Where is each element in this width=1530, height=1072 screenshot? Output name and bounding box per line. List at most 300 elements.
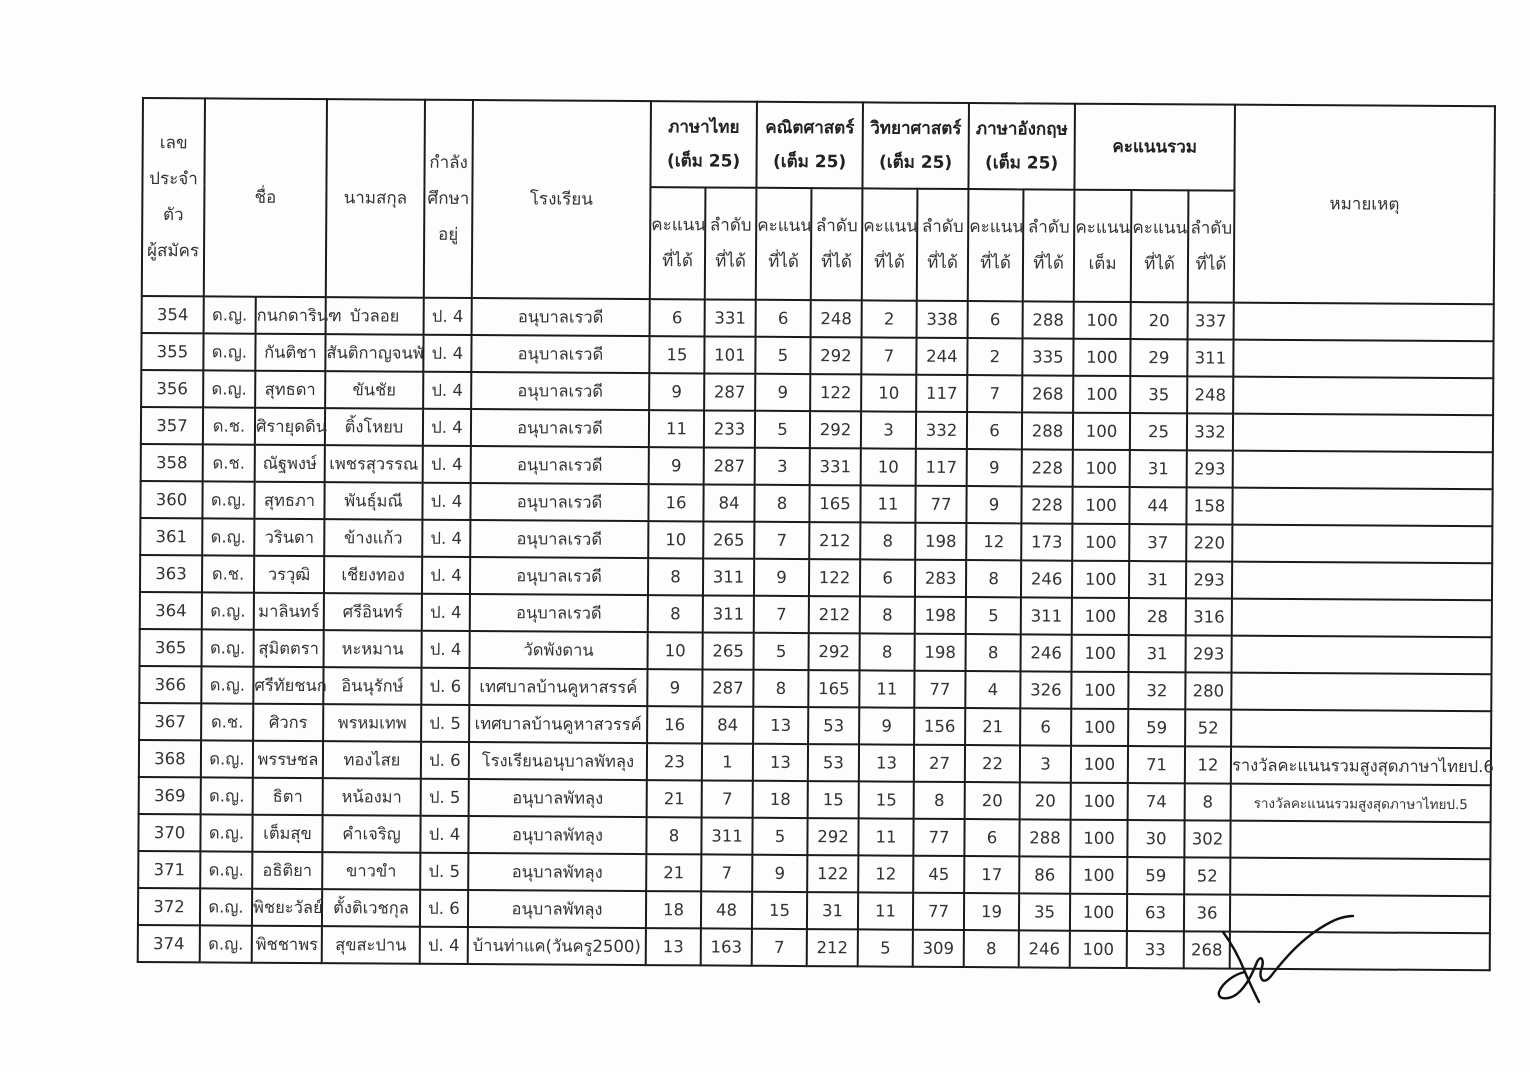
surname: ข้างแก้ว (324, 519, 422, 557)
science-rank: 309 (913, 930, 964, 967)
thai-rank: 311 (703, 595, 754, 632)
surname: บัวลอย (326, 297, 424, 335)
thai-rank: 84 (702, 706, 753, 743)
header-text: กำลัง (429, 152, 468, 173)
math-score: 8 (753, 670, 808, 707)
science-rank: 77 (914, 671, 965, 708)
first-name: พรรษชล (253, 741, 323, 778)
total-score: 44 (1129, 487, 1186, 524)
science-score: 11 (859, 670, 914, 707)
total-rank: 311 (1187, 339, 1233, 376)
thai-rank: 265 (703, 521, 754, 558)
science-rank: 283 (915, 560, 966, 597)
header-text: ผู้สมัคร (146, 241, 200, 262)
name-prefix: ด.ญ. (202, 592, 254, 629)
total-score: 37 (1129, 524, 1186, 561)
first-name: พิชชาพร (252, 926, 322, 963)
header-text: ประจำ (149, 169, 198, 190)
subject-name: ภาษาอังกฤษ (975, 119, 1068, 140)
thai-rank: 1 (702, 743, 753, 780)
science-score: 5 (858, 929, 913, 966)
name-prefix: ด.ช. (201, 703, 253, 740)
surname: ขาวขำ (322, 852, 420, 890)
first-name: ศิวกร (253, 704, 323, 741)
english-rank: 268 (1022, 375, 1073, 412)
english-score: 9 (966, 486, 1021, 523)
grade-level: ป. 4 (423, 372, 471, 409)
thai-score: 16 (648, 484, 703, 521)
grade-level: ป. 6 (421, 742, 469, 779)
grade-level: ป. 4 (422, 631, 470, 668)
subheader-thai-rank (705, 187, 757, 299)
thai-score: 13 (646, 928, 701, 965)
total-rank: 280 (1185, 672, 1231, 709)
subheader-text: ลำดับ (1190, 218, 1233, 239)
science-score: 11 (858, 818, 913, 855)
total-rank: 268 (1184, 931, 1230, 968)
surname: สันติกาญจนพั (325, 334, 423, 372)
thai-score: 8 (646, 817, 701, 854)
subheader-math-rank (811, 188, 863, 300)
name-prefix: ด.ญ. (202, 629, 254, 666)
school-name: เทศบาลบ้านคูหาสรรค์ (469, 668, 647, 706)
total-rank: 316 (1186, 598, 1232, 635)
first-name: วรินดา (254, 519, 324, 556)
grade-level: ป. 5 (420, 853, 468, 890)
subject-max: (เต็ม 25) (878, 152, 953, 173)
name-prefix: ด.ช. (202, 555, 254, 592)
total-score: 59 (1128, 709, 1185, 746)
remark (1233, 340, 1493, 379)
header-name: ชื่อ (204, 98, 327, 297)
first-name: อธิติยา (252, 852, 322, 889)
name-prefix: ด.ญ. (201, 740, 253, 777)
english-rank: 288 (1023, 301, 1074, 338)
remark (1232, 562, 1492, 601)
thai-rank: 233 (704, 410, 755, 447)
thai-rank: 163 (701, 928, 752, 965)
math-rank: 292 (809, 633, 860, 670)
math-rank: 212 (807, 929, 858, 966)
math-rank: 122 (807, 855, 858, 892)
header-total-score: คะแนนรวม (1074, 104, 1235, 191)
remark (1234, 303, 1494, 342)
math-rank: 248 (811, 300, 862, 337)
first-name: ศรีทัยชนก (253, 667, 323, 704)
subheader-text: ที่ได้ (821, 252, 852, 273)
applicant-id: 354 (142, 296, 204, 333)
total-rank: 248 (1187, 376, 1233, 413)
math-rank: 15 (808, 781, 859, 818)
science-rank: 244 (916, 338, 967, 375)
thai-score: 23 (647, 743, 702, 780)
first-name: ศิรายุดดิน (255, 408, 325, 445)
total-rank: 332 (1187, 413, 1233, 450)
applicant-id: 364 (140, 592, 202, 629)
english-rank: 288 (1019, 819, 1070, 856)
total-full-score: 100 (1072, 635, 1129, 672)
thai-rank: 265 (703, 632, 754, 669)
score-sheet (137, 97, 1496, 971)
applicant-id: 358 (141, 444, 203, 481)
thai-score: 16 (647, 706, 702, 743)
first-name: พิชยะวัลย์ (252, 889, 322, 926)
name-prefix: ด.ญ. (201, 777, 253, 814)
grade-level: ป. 4 (422, 483, 470, 520)
math-score: 3 (755, 448, 810, 485)
math-score: 8 (754, 485, 809, 522)
math-rank: 165 (808, 670, 859, 707)
header-surname: นามสกุล (326, 99, 425, 298)
thai-score: 18 (646, 891, 701, 928)
subheader-total-rank (1188, 190, 1235, 302)
applicant-id: 360 (140, 481, 202, 518)
total-score: 28 (1129, 598, 1186, 635)
first-name: สุมิตตรา (254, 630, 324, 667)
science-score: 11 (858, 892, 913, 929)
applicant-id: 355 (141, 333, 203, 370)
total-full-score: 100 (1070, 857, 1127, 894)
name-prefix: ด.ญ. (200, 851, 252, 888)
total-full-score: 100 (1073, 339, 1130, 376)
applicant-id: 374 (138, 925, 200, 962)
thai-score: 10 (648, 521, 703, 558)
math-score: 18 (753, 781, 808, 818)
grade-level: ป. 4 (420, 816, 468, 853)
name-prefix: ด.ช. (203, 444, 255, 481)
thai-score: 8 (648, 558, 703, 595)
english-score: 8 (966, 634, 1021, 671)
total-score: 59 (1127, 857, 1184, 894)
grade-level: ป. 4 (424, 298, 472, 335)
total-rank: 52 (1185, 709, 1231, 746)
header-subject-thai (650, 101, 757, 188)
total-rank: 293 (1187, 450, 1233, 487)
subheader-text: คะแนน (757, 215, 813, 237)
surname: พันธุ์มณี (324, 482, 422, 520)
school-name: อนุบาลเรวดี (470, 520, 648, 558)
total-score: 35 (1130, 376, 1187, 413)
header-text: อยู่ (438, 224, 459, 245)
school-name: บ้านท่าแค(วันครู2500) (468, 927, 646, 965)
english-score: 7 (967, 375, 1022, 412)
subheader-text: คะแนน (969, 217, 1025, 238)
total-rank: 12 (1185, 746, 1231, 783)
science-score: 11 (860, 485, 915, 522)
subheader-text: ที่ได้ (768, 251, 799, 273)
first-name: สุทธดา (255, 371, 325, 408)
science-score: 15 (859, 781, 914, 818)
thai-rank: 331 (705, 299, 756, 336)
math-score: 5 (754, 633, 809, 670)
english-rank: 335 (1022, 338, 1073, 375)
english-score: 8 (964, 930, 1019, 967)
total-score: 31 (1129, 561, 1186, 598)
science-rank: 198 (915, 523, 966, 560)
total-score: 31 (1130, 450, 1187, 487)
surname: ตั้งติเวชกุล (322, 889, 420, 927)
subheader-science-score (862, 188, 918, 300)
english-rank: 228 (1022, 449, 1073, 486)
math-rank: 122 (809, 559, 860, 596)
science-score: 3 (861, 411, 916, 448)
math-rank: 212 (809, 596, 860, 633)
subject-name: ภาษาไทย (668, 117, 740, 138)
surname: อินนุรักษ์ (323, 667, 421, 705)
science-score: 10 (861, 374, 916, 411)
total-rank: 293 (1186, 635, 1232, 672)
total-rank: 220 (1186, 524, 1232, 561)
math-score: 9 (752, 855, 807, 892)
science-rank: 77 (913, 893, 964, 930)
surname: หน้องมา (323, 778, 421, 816)
subheader-text: เต็ม (1088, 253, 1117, 274)
science-rank: 156 (914, 708, 965, 745)
school-name: อนุบาลพัทลุง (468, 816, 646, 854)
remark (1232, 636, 1492, 675)
english-score: 20 (965, 782, 1020, 819)
grade-level: ป. 4 (423, 446, 471, 483)
total-score: 25 (1130, 413, 1187, 450)
thai-score: 9 (649, 447, 704, 484)
name-prefix: ด.ช. (203, 407, 255, 444)
science-rank: 338 (917, 301, 968, 338)
math-score: 15 (752, 892, 807, 929)
name-prefix: ด.ญ. (203, 333, 255, 370)
total-rank: 158 (1186, 487, 1232, 524)
applicant-id: 365 (140, 629, 202, 666)
math-rank: 292 (810, 411, 861, 448)
english-rank: 173 (1021, 523, 1072, 560)
name-prefix: ด.ญ. (200, 814, 252, 851)
school-name: อนุบาลพัทลุง (469, 779, 647, 817)
subheader-text: คะแนน (651, 215, 706, 236)
total-full-score: 100 (1072, 524, 1129, 561)
remark: รางวัลคะแนนรวมสูงสุดภาษาไทยป.6 (1231, 747, 1491, 786)
first-name: ณัฐพงษ์ (255, 445, 325, 482)
total-full-score: 100 (1070, 820, 1127, 857)
remark (1232, 525, 1492, 564)
total-score: 63 (1127, 894, 1184, 931)
subheader-total-full (1074, 190, 1132, 302)
school-name: อนุบาลพัทลุง (468, 853, 646, 891)
score-table (137, 97, 1496, 971)
subheader-science-rank (917, 189, 969, 301)
math-score: 13 (753, 744, 808, 781)
table-header (142, 98, 1495, 304)
applicant-id: 363 (140, 555, 202, 592)
english-rank: 326 (1020, 671, 1071, 708)
school-name: อนุบาลพัทลุง (468, 890, 646, 928)
thai-score: 11 (649, 410, 704, 447)
total-full-score: 100 (1071, 783, 1128, 820)
science-rank: 198 (915, 597, 966, 634)
science-rank: 77 (915, 486, 966, 523)
math-score: 7 (752, 929, 807, 966)
surname: พรหมเทพ (323, 704, 421, 742)
applicant-id: 361 (140, 518, 202, 555)
header-text: ตัว (162, 205, 184, 226)
total-score: 74 (1128, 783, 1185, 820)
science-score: 8 (860, 633, 915, 670)
science-rank: 77 (913, 819, 964, 856)
science-rank: 8 (914, 782, 965, 819)
english-rank: 3 (1020, 745, 1071, 782)
remark (1233, 451, 1493, 490)
remark (1231, 710, 1491, 749)
grade-level: ป. 6 (420, 890, 468, 927)
english-score: 17 (964, 856, 1019, 893)
english-rank: 246 (1019, 930, 1070, 967)
english-score: 5 (966, 597, 1021, 634)
subheader-text: ที่ได้ (874, 252, 905, 273)
applicant-id: 356 (141, 370, 203, 407)
header-school: โรงเรียน (472, 100, 651, 299)
header-text: ศึกษา (427, 188, 470, 210)
subheader-text: ลำดับ (921, 216, 964, 238)
first-name: กนกดารินฑ (256, 297, 326, 334)
total-rank: 293 (1186, 561, 1232, 598)
name-prefix: ด.ญ. (200, 888, 252, 925)
header-grade (424, 100, 473, 298)
english-rank: 6 (1020, 708, 1071, 745)
school-name: วัดพังดาน (470, 631, 648, 669)
english-rank: 228 (1021, 486, 1072, 523)
subheader-english-rank (1023, 189, 1075, 301)
thai-rank: 311 (701, 817, 752, 854)
grade-level: ป. 4 (422, 520, 470, 557)
grade-level: ป. 4 (423, 409, 471, 446)
remark (1230, 858, 1490, 897)
grade-level: ป. 4 (423, 335, 471, 372)
english-score: 6 (967, 412, 1022, 449)
total-full-score: 100 (1071, 746, 1128, 783)
total-score: 32 (1128, 672, 1185, 709)
first-name: เต็มสุข (252, 815, 322, 852)
science-score: 8 (860, 596, 915, 633)
thai-score: 21 (647, 780, 702, 817)
math-rank: 122 (810, 374, 861, 411)
first-name: ธิตา (253, 778, 323, 815)
total-score: 31 (1129, 635, 1186, 672)
english-score: 22 (965, 745, 1020, 782)
math-rank: 331 (810, 448, 861, 485)
name-prefix: ด.ญ. (202, 481, 254, 518)
grade-level: ป. 6 (421, 668, 469, 705)
total-full-score: 100 (1070, 894, 1127, 931)
school-name: เทศบาลบ้านคูหาสวรรค์ (469, 705, 647, 743)
math-rank: 165 (809, 485, 860, 522)
header-remark: หมายเหตุ (1234, 105, 1495, 305)
total-full-score: 100 (1073, 413, 1130, 450)
total-score: 33 (1127, 931, 1184, 968)
grade-level: ป. 4 (422, 594, 470, 631)
remark (1232, 488, 1492, 527)
thai-score: 8 (648, 595, 703, 632)
surname: หะหมาน (324, 630, 422, 668)
surname: ทองไสย (323, 741, 421, 779)
math-rank: 53 (808, 707, 859, 744)
first-name: วรวุฒิ (254, 556, 324, 593)
science-score: 6 (860, 559, 915, 596)
name-prefix: ด.ญ. (203, 370, 255, 407)
applicant-id: 369 (139, 777, 201, 814)
subheader-text: ลำดับ (709, 215, 752, 236)
science-score: 9 (859, 707, 914, 744)
first-name: มาลินทร์ (254, 593, 324, 630)
total-full-score: 100 (1074, 302, 1131, 339)
science-rank: 332 (916, 412, 967, 449)
thai-rank: 84 (703, 484, 754, 521)
english-score: 12 (966, 523, 1021, 560)
english-score: 19 (964, 893, 1019, 930)
science-rank: 117 (916, 449, 967, 486)
subheader-text: ที่ได้ (1195, 254, 1227, 275)
total-score: 30 (1127, 820, 1184, 857)
math-rank: 31 (807, 892, 858, 929)
thai-rank: 48 (701, 891, 752, 928)
subheader-text: คะแนน (863, 216, 919, 237)
english-rank: 311 (1021, 597, 1072, 634)
math-score: 13 (753, 707, 808, 744)
school-name: โรงเรียนอนุบาลพัทลุง (469, 742, 647, 780)
school-name: อนุบาลเรวดี (470, 483, 648, 521)
remark (1232, 599, 1492, 638)
thai-score: 15 (649, 336, 704, 373)
applicant-id: 371 (138, 851, 200, 888)
total-full-score: 100 (1072, 598, 1129, 635)
remark (1231, 673, 1491, 712)
english-score: 2 (967, 338, 1022, 375)
math-rank: 292 (810, 337, 861, 374)
thai-rank: 7 (701, 854, 752, 891)
total-full-score: 100 (1070, 931, 1127, 968)
school-name: อนุบาลเรวดี (471, 446, 649, 484)
english-score: 21 (965, 708, 1020, 745)
subject-max: (เต็ม 25) (984, 153, 1059, 174)
thai-rank: 7 (702, 780, 753, 817)
english-rank: 86 (1019, 856, 1070, 893)
applicant-id: 367 (139, 703, 201, 740)
header-text: เลข (159, 133, 188, 154)
subheader-text: ที่ได้ (1144, 254, 1175, 275)
english-rank: 20 (1020, 782, 1071, 819)
subheader-total-score (1131, 190, 1189, 302)
math-score: 6 (756, 300, 811, 337)
subheader-text: คะแนน (1132, 218, 1188, 239)
surname: เชียงทอง (324, 556, 422, 594)
subheader-text: คะแนน (1075, 217, 1131, 239)
math-score: 7 (754, 522, 809, 559)
math-score: 9 (754, 559, 809, 596)
english-score: 8 (966, 560, 1021, 597)
header-subject-english (968, 103, 1075, 190)
total-full-score: 100 (1071, 672, 1128, 709)
header-applicant-id (142, 98, 205, 296)
grade-level: ป. 4 (420, 927, 468, 964)
applicant-id: 357 (141, 407, 203, 444)
thai-score: 21 (646, 854, 701, 891)
total-rank: 52 (1184, 857, 1230, 894)
english-rank: 246 (1021, 560, 1072, 597)
applicant-id: 368 (139, 740, 201, 777)
surname: สุขสะปาน (322, 926, 420, 964)
subheader-text: ที่ได้ (1033, 253, 1064, 274)
english-score: 6 (968, 301, 1023, 338)
total-rank: 337 (1188, 302, 1234, 339)
total-rank: 302 (1184, 820, 1230, 857)
science-score: 2 (862, 300, 917, 337)
